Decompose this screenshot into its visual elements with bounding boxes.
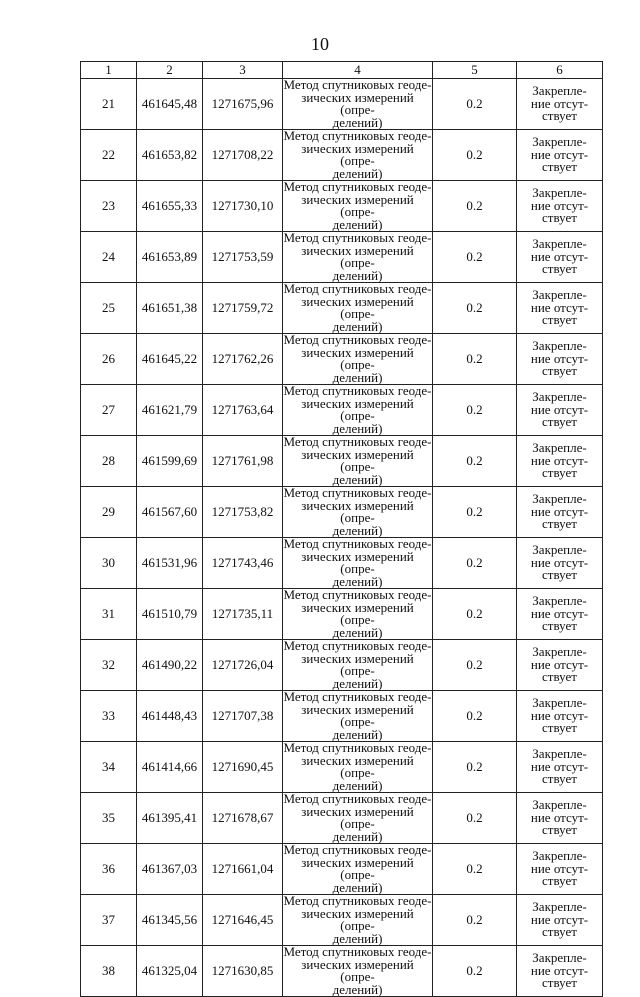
- method-text-line: зических измерений (опре-: [301, 599, 414, 627]
- marking-note-line: Закрепле-: [532, 287, 587, 303]
- coordinate-y: 1271735,11: [203, 589, 283, 640]
- method-text-line: Метод спутниковых геоде-: [283, 537, 432, 551]
- marking-note-line: ствует: [542, 975, 577, 991]
- table-row: [81, 385, 603, 436]
- method-text-line: зических измерений (опре-: [301, 803, 414, 831]
- method-text-line: Метод спутниковых геоде-: [283, 792, 432, 806]
- method-text-line: Метод спутниковых геоде-: [283, 282, 432, 296]
- coordinate-x: 461510,79: [137, 589, 203, 640]
- accuracy-value: 0.2: [433, 844, 517, 895]
- column-header: 5: [433, 62, 517, 79]
- method-text-line: делений): [332, 726, 383, 742]
- method-text-line: Метод спутниковых геоде-: [283, 333, 432, 347]
- accuracy-value: 0.2: [433, 436, 517, 487]
- method-text-line: зических измерений (опре-: [301, 497, 414, 525]
- marking-note-line: ние отсут-: [530, 605, 589, 621]
- method-text-line: зических измерений (опре-: [301, 905, 414, 933]
- marking-note-line: ние отсут-: [530, 809, 589, 825]
- method-cell: [283, 232, 433, 283]
- marking-note-cell: [517, 742, 603, 793]
- accuracy-value: 0.2: [433, 589, 517, 640]
- method-text-line: Метод спутниковых геоде-: [283, 435, 432, 449]
- column-header: 4: [283, 62, 433, 79]
- coordinate-x: 461325,04: [137, 946, 203, 997]
- method-cell: [283, 844, 433, 895]
- accuracy-value: 0.2: [433, 946, 517, 997]
- method-cell: [283, 538, 433, 589]
- method-text-line: зических измерений (опре-: [301, 191, 414, 219]
- marking-note-line: ствует: [542, 414, 577, 430]
- accuracy-value: 0.2: [433, 334, 517, 385]
- method-cell: [283, 334, 433, 385]
- table-row: [81, 895, 603, 946]
- marking-note-cell: [517, 436, 603, 487]
- method-text-line: Метод спутниковых геоде-: [283, 129, 432, 143]
- method-cell: [283, 589, 433, 640]
- marking-note-cell: [517, 181, 603, 232]
- accuracy-value: 0.2: [433, 79, 517, 130]
- table-row: [81, 793, 603, 844]
- point-number: 21: [81, 79, 137, 130]
- method-cell: [283, 79, 433, 130]
- marking-note-cell: [517, 589, 603, 640]
- coordinate-y: 1271753,82: [203, 487, 283, 538]
- method-text-line: Метод спутниковых геоде-: [283, 843, 432, 857]
- point-number: 26: [81, 334, 137, 385]
- method-text-line: зических измерений (опре-: [301, 395, 414, 423]
- accuracy-value: 0.2: [433, 640, 517, 691]
- point-number: 25: [81, 283, 137, 334]
- method-text-line: Метод спутниковых геоде-: [283, 231, 432, 245]
- point-number: 27: [81, 385, 137, 436]
- table-row: [81, 283, 603, 334]
- marking-note-line: Закрепле-: [532, 593, 587, 609]
- accuracy-value: 0.2: [433, 232, 517, 283]
- method-cell: [283, 181, 433, 232]
- method-text-line: зических измерений (опре-: [301, 89, 414, 117]
- marking-note-line: ствует: [542, 108, 577, 124]
- marking-note-line: ствует: [542, 261, 577, 277]
- method-text-line: зических измерений (опре-: [301, 701, 414, 729]
- method-text-line: делений): [332, 675, 383, 691]
- marking-note-line: ние отсут-: [530, 554, 589, 570]
- method-text-line: зических измерений (опре-: [301, 854, 414, 882]
- column-header: 2: [137, 62, 203, 79]
- method-cell: [283, 436, 433, 487]
- coordinate-y: 1271708,22: [203, 130, 283, 181]
- table-row: [81, 538, 603, 589]
- marking-note-line: Закрепле-: [532, 236, 587, 252]
- method-text-line: делений): [332, 216, 383, 232]
- marking-note-line: ние отсут-: [530, 146, 589, 162]
- point-number: 35: [81, 793, 137, 844]
- accuracy-value: 0.2: [433, 283, 517, 334]
- marking-note-line: Закрепле-: [532, 440, 587, 456]
- table-body: [81, 62, 603, 997]
- coordinate-y: 1271753,59: [203, 232, 283, 283]
- marking-note-line: ствует: [542, 159, 577, 175]
- marking-note-line: Закрепле-: [532, 644, 587, 660]
- marking-note-cell: [517, 385, 603, 436]
- coordinate-x: 461621,79: [137, 385, 203, 436]
- coordinate-x: 461448,43: [137, 691, 203, 742]
- method-text-line: делений): [332, 930, 383, 946]
- coordinate-x: 461345,56: [137, 895, 203, 946]
- marking-note-line: Закрепле-: [532, 185, 587, 201]
- method-cell: [283, 742, 433, 793]
- marking-note-line: ние отсут-: [530, 911, 589, 927]
- marking-note-line: ствует: [542, 567, 577, 583]
- accuracy-value: 0.2: [433, 130, 517, 181]
- marking-note-line: ствует: [542, 465, 577, 481]
- coordinate-x: 461367,03: [137, 844, 203, 895]
- method-text-line: делений): [332, 267, 383, 283]
- marking-note-line: ствует: [542, 618, 577, 634]
- point-number: 22: [81, 130, 137, 181]
- method-cell: [283, 130, 433, 181]
- coordinate-y: 1271730,10: [203, 181, 283, 232]
- marking-note-line: Закрепле-: [532, 848, 587, 864]
- table-row: [81, 691, 603, 742]
- table-row: [81, 844, 603, 895]
- table-row: [81, 589, 603, 640]
- method-text-line: делений): [332, 318, 383, 334]
- method-text-line: зических измерений (опре-: [301, 956, 414, 984]
- coordinate-x: 461645,22: [137, 334, 203, 385]
- marking-note-line: ние отсут-: [530, 656, 589, 672]
- coordinate-y: 1271759,72: [203, 283, 283, 334]
- marking-note-line: Закрепле-: [532, 797, 587, 813]
- marking-note-line: ствует: [542, 771, 577, 787]
- table-row: [81, 130, 603, 181]
- coordinate-y: 1271762,26: [203, 334, 283, 385]
- marking-note-cell: [517, 487, 603, 538]
- marking-note-cell: [517, 538, 603, 589]
- accuracy-value: 0.2: [433, 385, 517, 436]
- marking-note-line: ние отсут-: [530, 248, 589, 264]
- method-text-line: Метод спутниковых геоде-: [283, 486, 432, 500]
- marking-note-line: ние отсут-: [530, 197, 589, 213]
- marking-note-line: Закрепле-: [532, 695, 587, 711]
- coordinate-x: 461651,38: [137, 283, 203, 334]
- accuracy-value: 0.2: [433, 691, 517, 742]
- marking-note-line: Закрепле-: [532, 83, 587, 99]
- table-row: [81, 232, 603, 283]
- method-text-line: Метод спутниковых геоде-: [283, 588, 432, 602]
- marking-note-cell: [517, 232, 603, 283]
- coordinate-x: 461531,96: [137, 538, 203, 589]
- method-text-line: Метод спутниковых геоде-: [283, 639, 432, 653]
- method-text-line: Метод спутниковых геоде-: [283, 741, 432, 755]
- marking-note-line: Закрепле-: [532, 389, 587, 405]
- marking-note-line: Закрепле-: [532, 491, 587, 507]
- method-text-line: Метод спутниковых геоде-: [283, 78, 432, 92]
- marking-note-line: Закрепле-: [532, 134, 587, 150]
- page-number: 10: [311, 34, 329, 54]
- coordinate-x: 461395,41: [137, 793, 203, 844]
- marking-note-line: ствует: [542, 363, 577, 379]
- method-text-line: делений): [332, 777, 383, 793]
- method-text-line: зических измерений (опре-: [301, 446, 414, 474]
- method-text-line: зических измерений (опре-: [301, 650, 414, 678]
- method-text-line: делений): [332, 522, 383, 538]
- point-number: 28: [81, 436, 137, 487]
- coordinate-x: 461567,60: [137, 487, 203, 538]
- point-number: 34: [81, 742, 137, 793]
- marking-note-line: Закрепле-: [532, 899, 587, 915]
- method-text-line: Метод спутниковых геоде-: [283, 945, 432, 959]
- method-text-line: делений): [332, 369, 383, 385]
- marking-note-line: ние отсут-: [530, 860, 589, 876]
- method-cell: [283, 895, 433, 946]
- marking-note-line: ние отсут-: [530, 350, 589, 366]
- coordinate-x: 461490,22: [137, 640, 203, 691]
- method-text-line: делений): [332, 114, 383, 130]
- marking-note-line: Закрепле-: [532, 950, 587, 966]
- coordinate-y: 1271761,98: [203, 436, 283, 487]
- marking-note-line: ствует: [542, 924, 577, 940]
- method-cell: [283, 793, 433, 844]
- table-row: [81, 742, 603, 793]
- point-number: 30: [81, 538, 137, 589]
- coordinate-y: 1271707,38: [203, 691, 283, 742]
- marking-note-line: ствует: [542, 516, 577, 532]
- point-number: 37: [81, 895, 137, 946]
- method-cell: [283, 640, 433, 691]
- method-text-line: делений): [332, 165, 383, 181]
- table-row: [81, 946, 603, 997]
- marking-note-line: ние отсут-: [530, 401, 589, 417]
- coordinates-table: [80, 61, 603, 997]
- coordinate-x: 461655,33: [137, 181, 203, 232]
- method-text-line: зических измерений (опре-: [301, 344, 414, 372]
- coordinate-y: 1271630,85: [203, 946, 283, 997]
- method-cell: [283, 946, 433, 997]
- method-text-line: зических измерений (опре-: [301, 548, 414, 576]
- marking-note-line: ние отсут-: [530, 452, 589, 468]
- marking-note-line: ние отсут-: [530, 503, 589, 519]
- accuracy-value: 0.2: [433, 793, 517, 844]
- marking-note-cell: [517, 79, 603, 130]
- accuracy-value: 0.2: [433, 487, 517, 538]
- coordinate-y: 1271646,45: [203, 895, 283, 946]
- table-row: [81, 640, 603, 691]
- coordinate-y: 1271743,46: [203, 538, 283, 589]
- table-row: [81, 487, 603, 538]
- coordinate-x: 461414,66: [137, 742, 203, 793]
- method-cell: [283, 691, 433, 742]
- marking-note-line: ствует: [542, 312, 577, 328]
- marking-note-cell: [517, 793, 603, 844]
- accuracy-value: 0.2: [433, 538, 517, 589]
- coordinate-y: 1271726,04: [203, 640, 283, 691]
- coordinate-y: 1271678,67: [203, 793, 283, 844]
- column-header: 1: [81, 62, 137, 79]
- point-number: 24: [81, 232, 137, 283]
- coordinate-y: 1271661,04: [203, 844, 283, 895]
- marking-note-line: Закрепле-: [532, 542, 587, 558]
- coordinate-y: 1271690,45: [203, 742, 283, 793]
- method-cell: [283, 283, 433, 334]
- column-header: 6: [517, 62, 603, 79]
- method-text-line: делений): [332, 828, 383, 844]
- accuracy-value: 0.2: [433, 895, 517, 946]
- marking-note-line: ствует: [542, 720, 577, 736]
- method-text-line: делений): [332, 624, 383, 640]
- method-text-line: делений): [332, 573, 383, 589]
- marking-note-line: ствует: [542, 210, 577, 226]
- point-number: 38: [81, 946, 137, 997]
- marking-note-cell: [517, 130, 603, 181]
- marking-note-cell: [517, 946, 603, 997]
- method-text-line: Метод спутниковых геоде-: [283, 384, 432, 398]
- point-number: 36: [81, 844, 137, 895]
- coordinate-y: 1271763,64: [203, 385, 283, 436]
- method-text-line: делений): [332, 981, 383, 997]
- point-number: 23: [81, 181, 137, 232]
- method-cell: [283, 385, 433, 436]
- method-cell: [283, 487, 433, 538]
- point-number: 33: [81, 691, 137, 742]
- marking-note-line: ствует: [542, 822, 577, 838]
- table-row: [81, 436, 603, 487]
- point-number: 29: [81, 487, 137, 538]
- method-text-line: делений): [332, 879, 383, 895]
- coordinate-x: 461645,48: [137, 79, 203, 130]
- marking-note-line: ствует: [542, 873, 577, 889]
- marking-note-cell: [517, 283, 603, 334]
- marking-note-line: Закрепле-: [532, 746, 587, 762]
- marking-note-line: Закрепле-: [532, 338, 587, 354]
- marking-note-line: ние отсут-: [530, 962, 589, 978]
- coordinate-x: 461653,82: [137, 130, 203, 181]
- column-header: 3: [203, 62, 283, 79]
- marking-note-line: ние отсут-: [530, 758, 589, 774]
- method-text-line: Метод спутниковых геоде-: [283, 180, 432, 194]
- point-number: 32: [81, 640, 137, 691]
- marking-note-cell: [517, 334, 603, 385]
- coordinate-x: 461599,69: [137, 436, 203, 487]
- marking-note-cell: [517, 640, 603, 691]
- marking-note-cell: [517, 691, 603, 742]
- method-text-line: делений): [332, 420, 383, 436]
- table-row: [81, 181, 603, 232]
- coordinate-y: 1271675,96: [203, 79, 283, 130]
- method-text-line: зических измерений (опре-: [301, 140, 414, 168]
- method-text-line: делений): [332, 471, 383, 487]
- header-row: [81, 62, 603, 79]
- point-number: 31: [81, 589, 137, 640]
- marking-note-line: ние отсут-: [530, 299, 589, 315]
- accuracy-value: 0.2: [433, 181, 517, 232]
- method-text-line: зических измерений (опре-: [301, 242, 414, 270]
- method-text-line: Метод спутниковых геоде-: [283, 690, 432, 704]
- table-row: [81, 79, 603, 130]
- method-text-line: Метод спутниковых геоде-: [283, 894, 432, 908]
- accuracy-value: 0.2: [433, 742, 517, 793]
- marking-note-cell: [517, 895, 603, 946]
- marking-note-line: ствует: [542, 669, 577, 685]
- method-text-line: зических измерений (опре-: [301, 752, 414, 780]
- method-text-line: зических измерений (опре-: [301, 293, 414, 321]
- table-row: [81, 334, 603, 385]
- coordinate-x: 461653,89: [137, 232, 203, 283]
- marking-note-line: ние отсут-: [530, 95, 589, 111]
- marking-note-line: ние отсут-: [530, 707, 589, 723]
- marking-note-cell: [517, 844, 603, 895]
